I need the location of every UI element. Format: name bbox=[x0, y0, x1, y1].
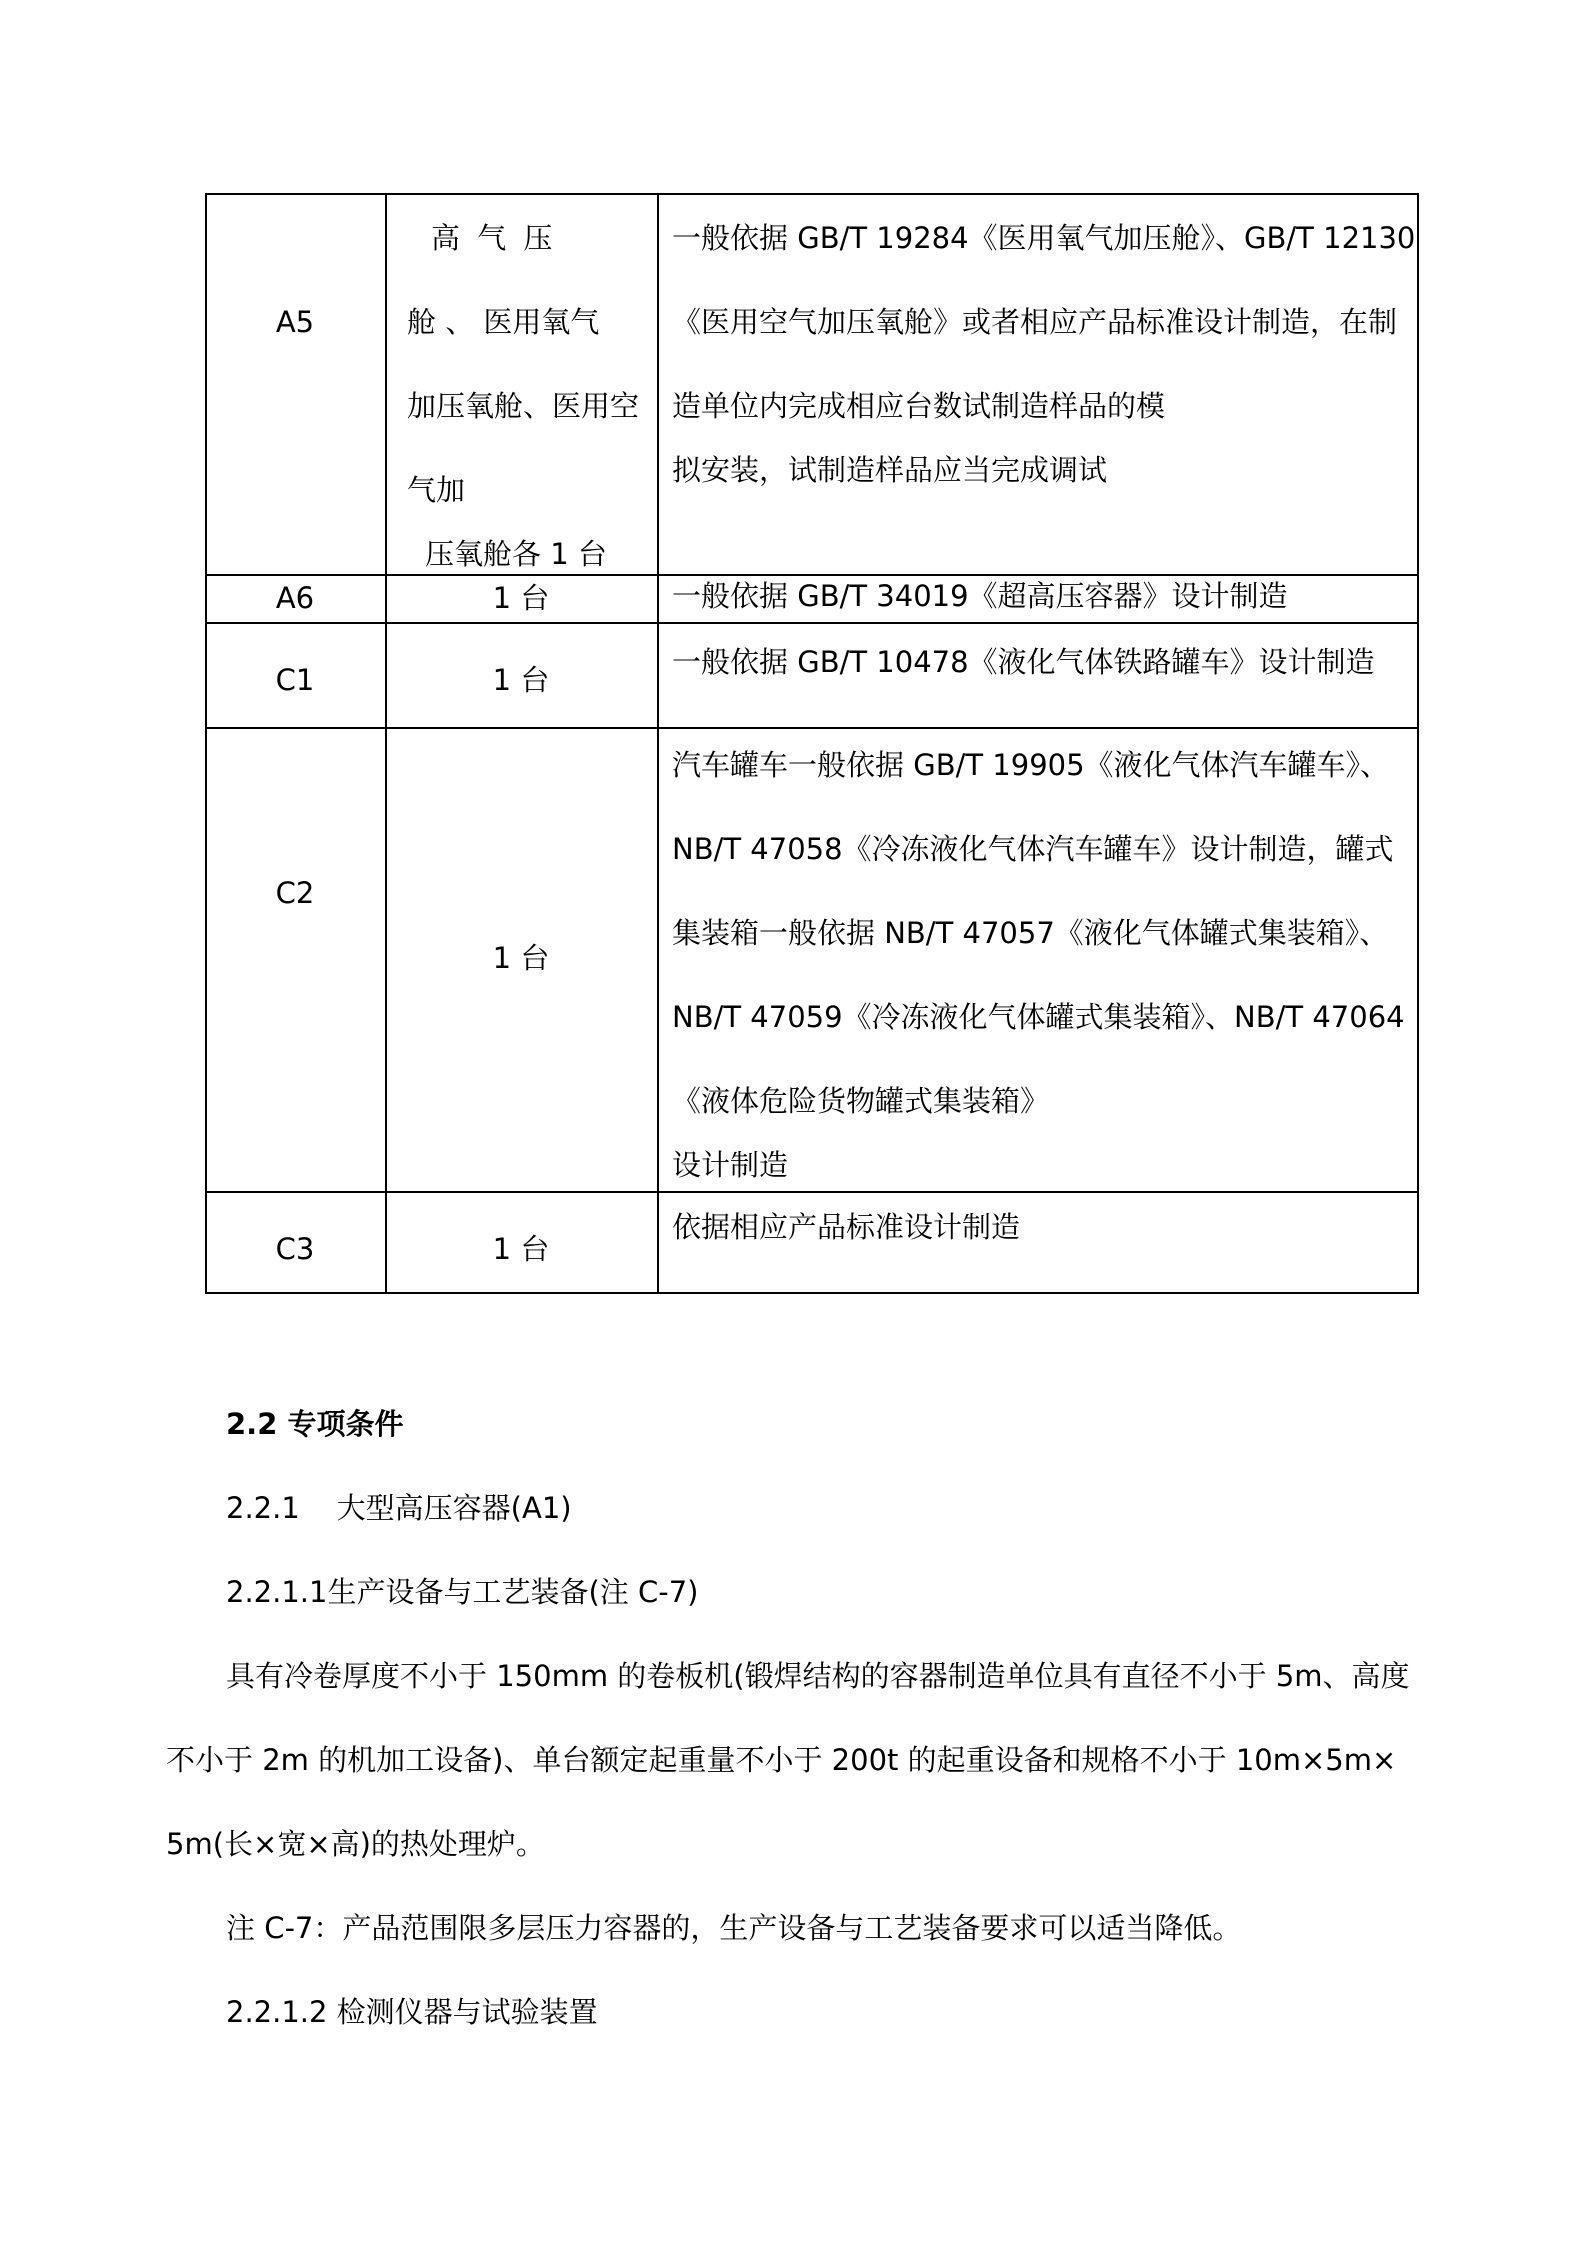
desc-line: 集装箱一般依据 NB/T 47057《液化气体罐式集装箱》、 bbox=[672, 916, 1389, 950]
row-qty-cell bbox=[385, 622, 657, 727]
desc-line: 依据相应产品标准设计制造 bbox=[672, 1210, 1021, 1244]
table-border-bottom bbox=[205, 1292, 1419, 1294]
row-qty: 1 台 bbox=[492, 581, 550, 615]
subsub-heading: 2.2.1.1生产设备与工艺装备(注 C-7) bbox=[226, 1575, 699, 1609]
desc-line: 造单位内完成相应台数试制造样品的模 bbox=[672, 389, 1166, 423]
requirements-table bbox=[205, 193, 1419, 1294]
paragraph-line: 不小于 2m 的机加工设备)、单台额定起重量不小于 200t 的起重设备和规格不小于 10m×5m× bbox=[166, 1743, 1397, 1777]
qty-line: 加压氧舱、医用空 bbox=[407, 389, 640, 423]
qty-line: 高 气 压 bbox=[431, 221, 557, 255]
row-desc-cell bbox=[657, 1191, 1419, 1292]
row-qty: 1 台 bbox=[492, 941, 550, 975]
row-desc-cell bbox=[657, 193, 1419, 574]
row-qty: 1 台 bbox=[492, 663, 550, 697]
desc-line: 《医用空气加压氧舱》或者相应产品标准设计制造，在制 bbox=[672, 305, 1398, 339]
table-row bbox=[205, 574, 1419, 622]
row-desc-cell bbox=[657, 727, 1419, 1191]
desc-line: NB/T 47058《冷冻液化气体汽车罐车》设计制造，罐式 bbox=[672, 832, 1394, 866]
desc-line: 一般依据 GB/T 34019《超高压容器》设计制造 bbox=[672, 579, 1288, 613]
desc-line: 拟安装，试制造样品应当完成调试 bbox=[672, 453, 1108, 487]
row-qty: 1 台 bbox=[492, 1232, 550, 1266]
desc-line: 设计制造 bbox=[672, 1148, 789, 1182]
row-code-cell bbox=[205, 574, 385, 622]
qty-line: 压氧舱各 1 台 bbox=[425, 537, 607, 571]
next-heading: 2.2.1.2 检测仪器与试验装置 bbox=[226, 1995, 598, 2029]
paragraph-line: 具有冷卷厚度不小于 150mm 的卷板机(锻焊结构的容器制造单位具有直径不小于 5m、高度 bbox=[226, 1659, 1410, 1693]
row-code-cell bbox=[205, 727, 385, 1191]
row-code-cell bbox=[205, 193, 385, 574]
row-qty-cell bbox=[385, 574, 657, 622]
row-desc-cell bbox=[657, 574, 1419, 622]
desc-line: 汽车罐车一般依据 GB/T 19905《液化气体汽车罐车》、 bbox=[672, 748, 1390, 782]
qty-line: 气加 bbox=[407, 473, 466, 507]
row-qty-cell bbox=[385, 727, 657, 1191]
row-code: A6 bbox=[275, 581, 315, 615]
row-code-cell bbox=[205, 622, 385, 727]
sub-heading: 2.2.1 大型高压容器(A1) bbox=[226, 1491, 572, 1525]
row-code: A5 bbox=[275, 305, 315, 339]
desc-line: 一般依据 GB/T 10478《液化气体铁路罐车》设计制造 bbox=[672, 645, 1375, 679]
table-row bbox=[205, 193, 1419, 574]
qty-line: 舱 、 医用氧气 bbox=[407, 305, 600, 339]
row-code: C1 bbox=[275, 663, 315, 697]
row-code-cell bbox=[205, 1191, 385, 1292]
row-code: C2 bbox=[275, 876, 315, 910]
desc-line: 一般依据 GB/T 19284《医用氧气加压舱》、GB/T 12130 bbox=[672, 221, 1416, 255]
note-text: 注 C-7：产品范围限多层压力容器的，生产设备与工艺装备要求可以适当降低。 bbox=[226, 1911, 1242, 1945]
row-qty-cell bbox=[385, 193, 657, 574]
row-qty-cell bbox=[385, 1191, 657, 1292]
paragraph-line: 5m(长×宽×高)的热处理炉。 bbox=[166, 1827, 545, 1861]
table-row bbox=[205, 1191, 1419, 1292]
row-code: C3 bbox=[275, 1232, 315, 1266]
section-heading: 2.2 专项条件 bbox=[226, 1407, 404, 1441]
table-row bbox=[205, 622, 1419, 727]
row-desc-cell bbox=[657, 622, 1419, 727]
desc-line: 《液体危险货物罐式集装箱》 bbox=[672, 1084, 1050, 1118]
desc-line: NB/T 47059《冷冻液化气体罐式集装箱》、NB/T 47064 bbox=[672, 1000, 1405, 1034]
table-row bbox=[205, 727, 1419, 1191]
